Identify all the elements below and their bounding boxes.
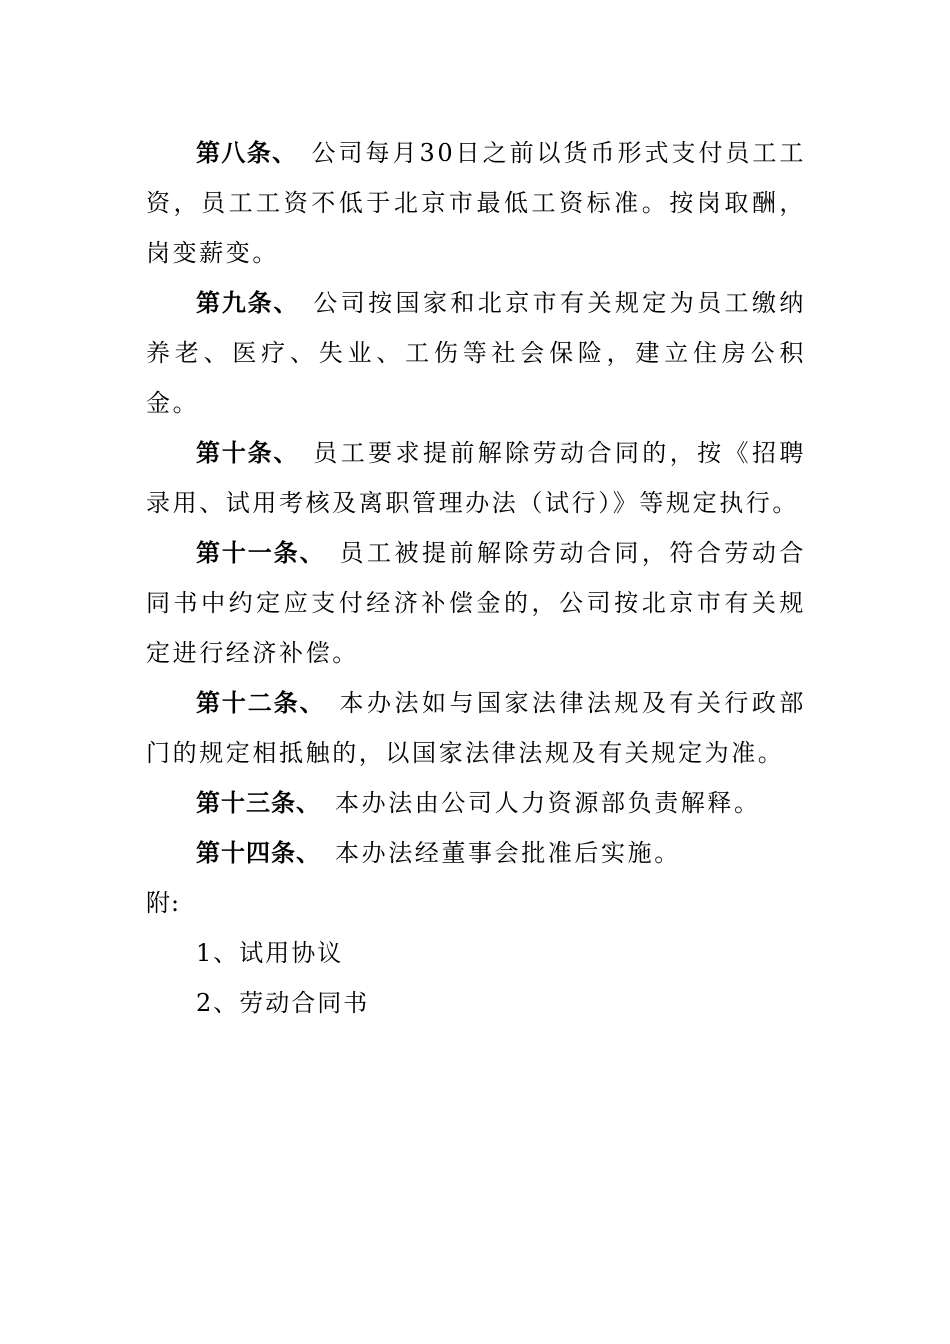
annex-item-labor-contract: 2、劳动合同书 — [196, 989, 370, 1017]
article-10 — [146, 428, 806, 528]
article-number: 第九条、 — [196, 288, 300, 317]
article-11 — [146, 528, 806, 678]
article-number: 第十二条、 — [196, 688, 326, 717]
article-12 — [146, 678, 806, 778]
article-8 — [146, 128, 806, 278]
article-number: 第八条、 — [196, 138, 298, 167]
article-text: 公司按国家和北京市有关规定为员工缴纳养老、医疗、失业、工伤等社会保险，建立住房公积金。 — [146, 289, 806, 417]
document-page — [146, 128, 806, 1028]
article-number: 第十条、 — [196, 438, 300, 467]
article-text: 公司每月30日之前以货币形式支付员工工资，员工工资不低于北京市最低工资标准。按岗取酬，岗变薪变。 — [146, 139, 806, 267]
article-14 — [146, 828, 806, 878]
article-text: 本办法如与国家法律法规及有关行政部门的规定相抵触的，以国家法律法规及有关规定为准。 — [146, 689, 807, 767]
article-13 — [146, 778, 806, 828]
article-text: 员工要求提前解除劳动合同的，按《招聘录用、试用考核及离职管理办法（试行）》等规定执行。 — [146, 439, 806, 517]
article-text: 员工被提前解除劳动合同，符合劳动合同书中约定应支付经济补偿金的，公司按北京市有关规定进行经济补偿。 — [146, 539, 807, 667]
article-number: 第十一条、 — [196, 538, 326, 567]
article-number: 第十三条、 — [196, 788, 321, 817]
article-9 — [146, 278, 806, 428]
annex-item-probation-agreement: 1、试用协议 — [196, 939, 344, 967]
annex-label: 附: — [146, 889, 181, 917]
article-text: 本办法经董事会批准后实施。 — [335, 839, 681, 867]
article-number: 第十四条、 — [196, 838, 321, 867]
article-text: 本办法由公司人力资源部负责解释。 — [335, 789, 761, 817]
